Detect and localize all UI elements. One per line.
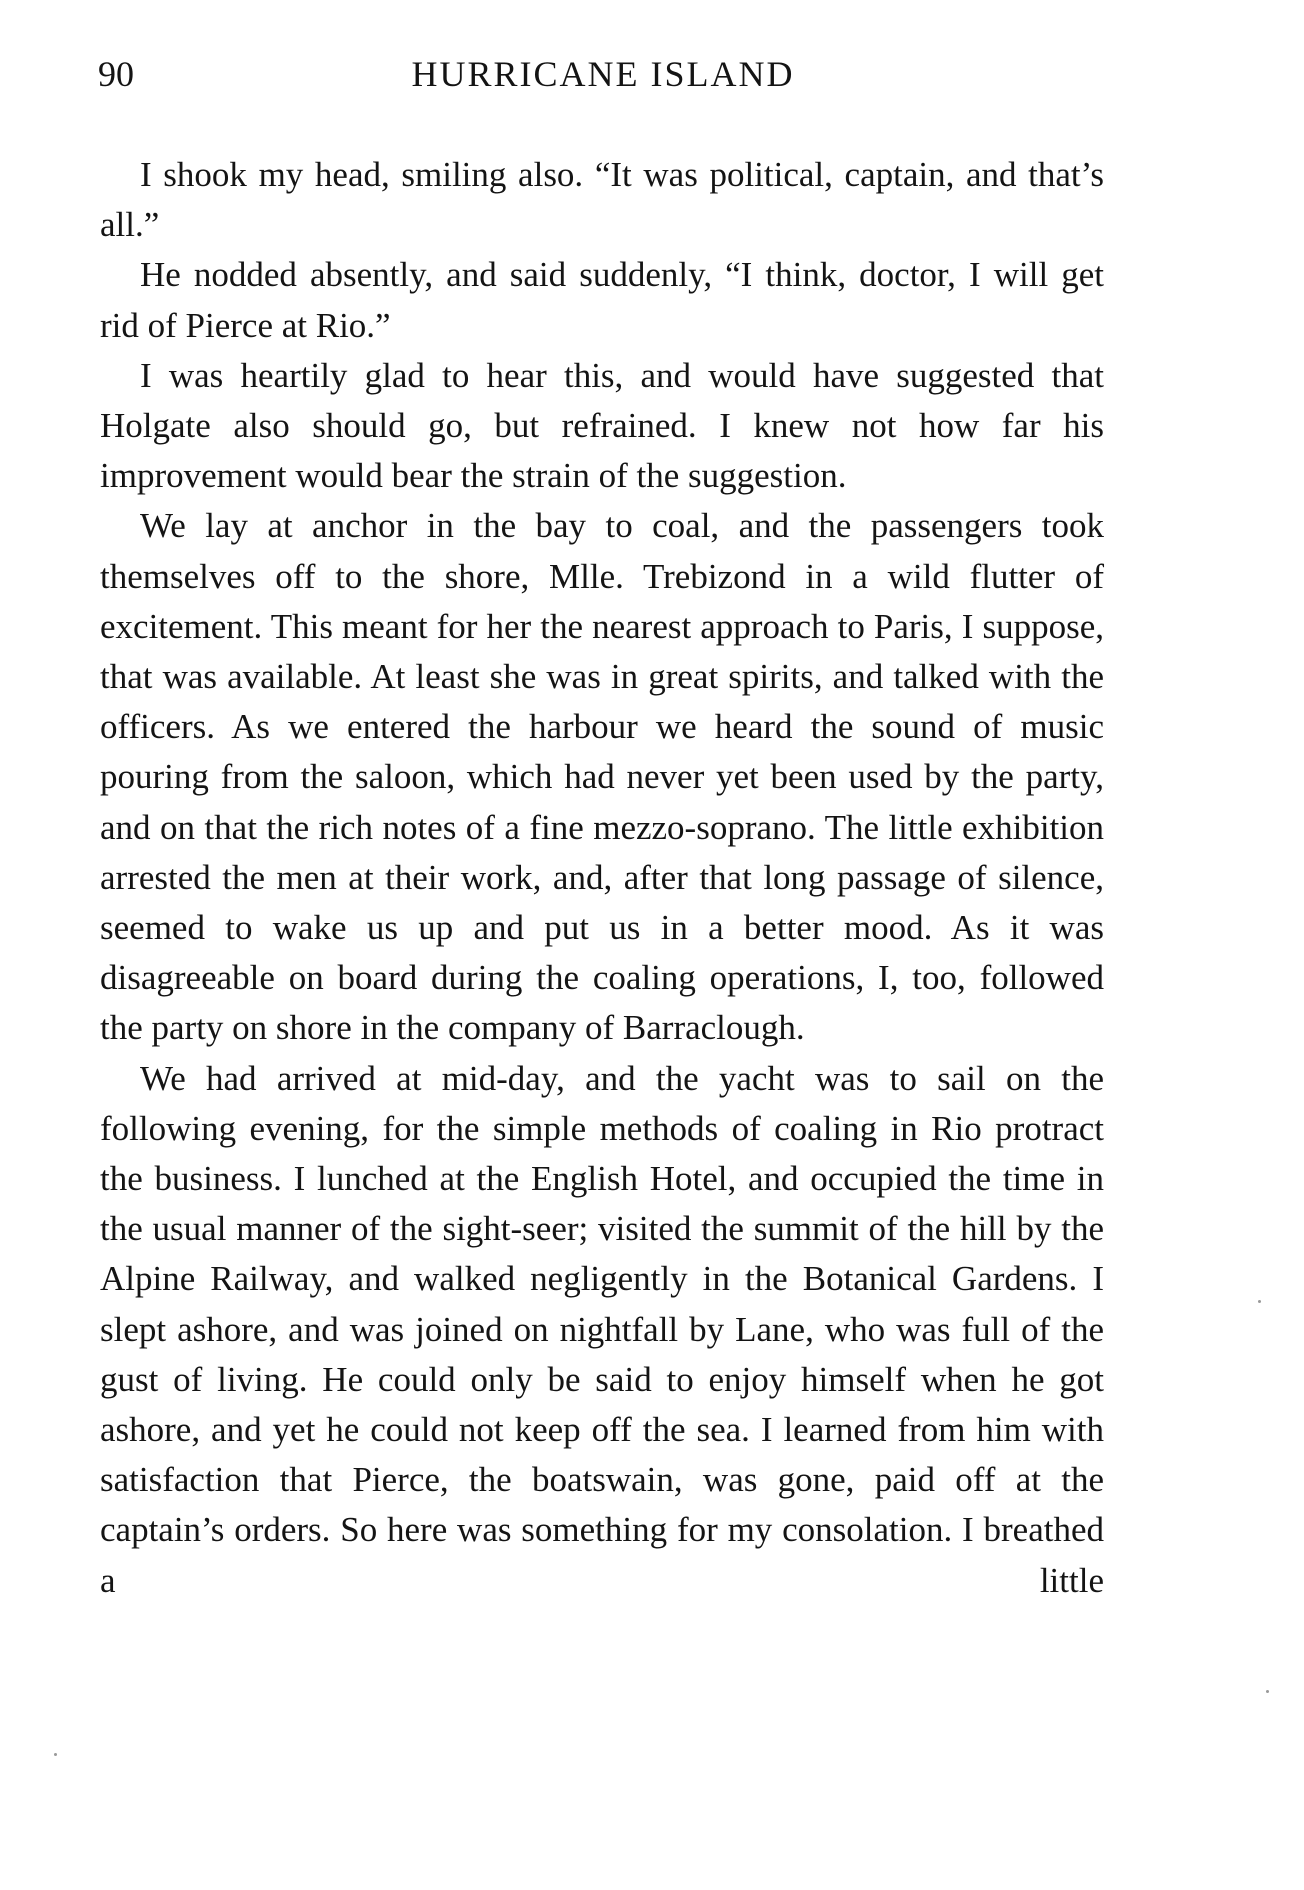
paragraph: I shook my head, smiling also. “It was political, captain, and that’s all.” (100, 155, 1104, 245)
body-text (100, 150, 1104, 1606)
page-header (98, 44, 1108, 104)
paper-speck (54, 1753, 57, 1756)
running-title: HURRICANE ISLAND (411, 54, 795, 94)
paragraph: He nodded absently, and said suddenly, “I think, doctor, I will get rid of Pierce at Rio.” (100, 255, 1104, 345)
paragraph: I was heartily glad to hear this, and would have suggested that Holgate also should go, but refrained. I knew not how far his improvement would bear the strain of the suggestion. (100, 355, 1104, 496)
page-number: 90 (98, 54, 134, 94)
paragraph: We had arrived at mid-day, and the yacht was to sail on the following evening, for the simple methods of coaling in Rio protract the business. I lunched at the English Hotel, and occupied the time in the usual manner of the sight-seer; visited the summit of the hill by the Alpine Railway, and walked negligently in the Botanical Gardens. I slept ashore, and was joined on nightfall by Lane, who was full of the gust of living. He could only be said to enjoy himself when he got ashore, and yet he could not keep off the sea. I learned from him with satisfaction that Pierce, the boatswain, was gone, paid off at the captain’s orders. So here was something for my consolation. I breathed a little (100, 1058, 1104, 1600)
paper-speck (1258, 1300, 1261, 1303)
paragraph: We lay at anchor in the bay to coal, and the passengers took themselves off to the shore, Mlle. Trebizond in a wild flutter of excitement. This meant for her the nearest approach to Paris, I suppose, that was available. At least she was in great spirits, and talked with the officers. As we entered the harbour we heard the sound of music pouring from the saloon, which had never yet been used by the party, and on that the rich notes of a fine mezzo-soprano. The little exhibition arrested the men at their work, and, after that long passage of silence, seemed to wake us up and put us in a better mood. As it was disagreeable on board during the coaling operations, I, too, followed the party on shore in the company of Barraclough. (100, 506, 1104, 1048)
paper-speck (1266, 1690, 1269, 1693)
